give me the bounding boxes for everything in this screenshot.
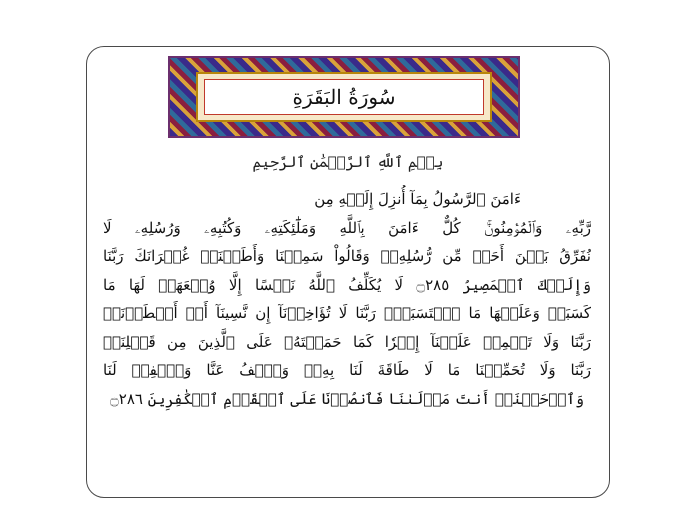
verses-block <box>103 185 591 413</box>
verse-line: رَّبِّهِۦ وَٱلۡمُؤۡمِنُونَۚ كُلٌّ ءَامَنَ بِٱللَّهِ وَمَلَٰٓئِكَتِهِۦ وَكُتُبِهِۦ وَرُسُلِهِۦ لَا <box>103 218 591 237</box>
verse-line: رَبَّنَا وَلَا تُحَمِّلۡنَا مَا لَا طَاقَةَ لَنَا بِهِۦۖ وَٱعۡفُ عَنَّا وَٱغۡفِرۡ لَنَا <box>103 361 591 379</box>
bismillah: بِسۡمِ ٱللَّهِ ٱلرَّحۡمَٰنِ ٱلرَّحِيمِ <box>252 153 444 171</box>
verse-line: ءَامَنَ ٱلرَّسُولُ بِمَآ أُنزِلَ إِلَيۡهِ مِن <box>314 190 521 208</box>
surah-header-banner <box>168 56 520 138</box>
verse-line: وَإِلَيۡكَ ٱلۡمَصِيرُ ۝٢٨٥ لَا يُكَلِّفُ ٱللَّهُ نَفۡسًا إِلَّا وُسۡعَهَاۚ لَهَا مَا <box>103 275 591 294</box>
mushaf-page <box>86 46 610 498</box>
banner-frame <box>196 72 492 122</box>
surah-title: سُورَةُ البَقَرَةِ <box>292 85 396 109</box>
verse-line: وَٱرۡحَمۡنَآۚ أَنتَ مَوۡلَىٰنَا فَٱنصُرۡنَا عَلَى ٱلۡقَوۡمِ ٱلۡكَٰفِرِينَ ۝٢٨٦ <box>109 389 585 408</box>
verse-line: رَبَّنَا وَلَا تَحۡمِلۡ عَلَيۡنَآ إِصۡرٗا كَمَا حَمَلۡتَهُۥ عَلَى ٱلَّذِينَ مِن قَبۡلِنَاۚ <box>103 332 591 351</box>
verse-line: نُفَرِّقُ بَيۡنَ أَحَدٖ مِّن رُّسُلِهِۦۚ وَقَالُواْ سَمِعۡنَا وَأَطَعۡنَاۖ غُفۡرَانَكَ رَبَّنَا <box>103 247 591 265</box>
verse-line: كَسَبَتۡ وَعَلَيۡهَا مَا ٱكۡتَسَبَتۡۗ رَبَّنَا لَا تُؤَاخِذۡنَآ إِن نَّسِينَآ أَوۡ أَخۡطَأۡنَاۚ <box>103 304 591 322</box>
banner-inner-panel <box>204 79 484 115</box>
